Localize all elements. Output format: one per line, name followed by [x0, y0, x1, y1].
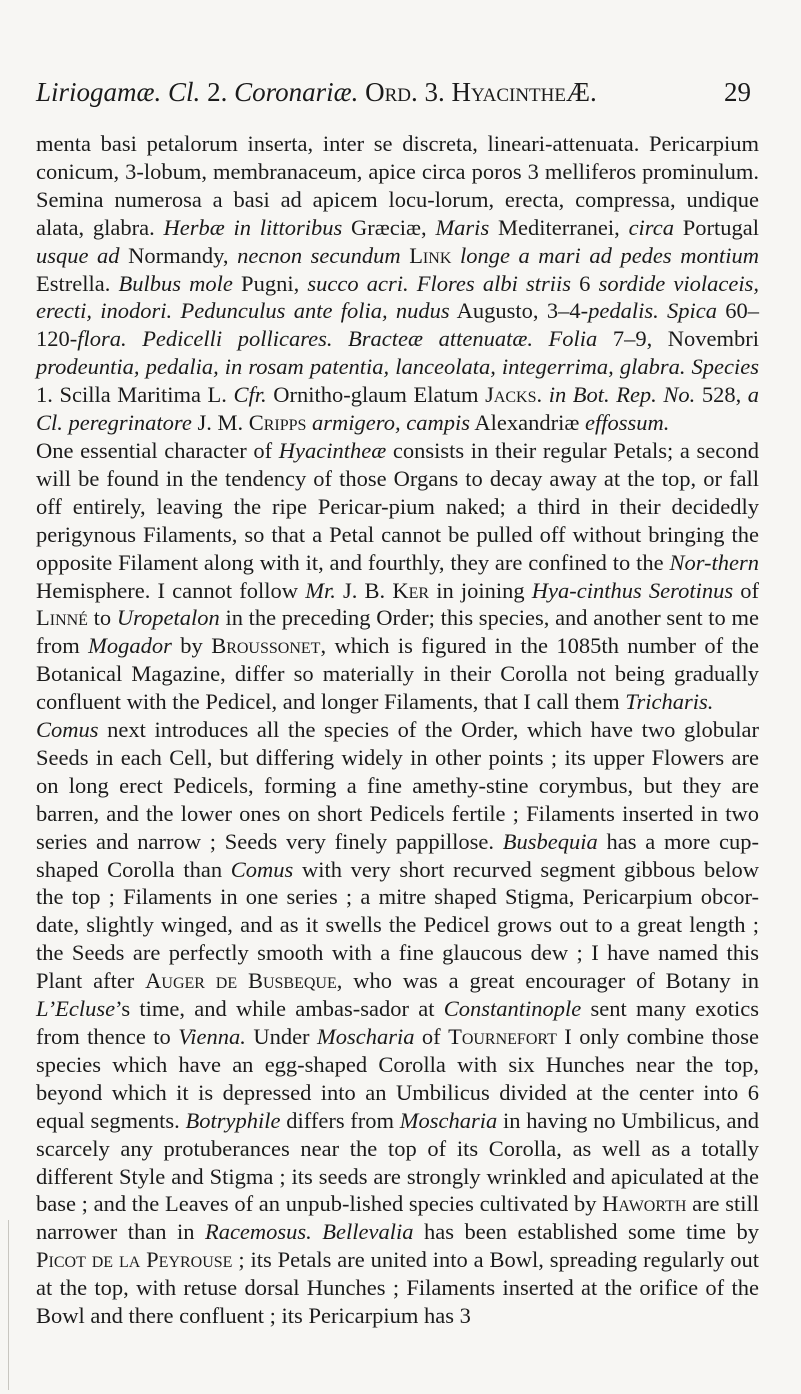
text-run: Augusto, 3–4- — [449, 298, 589, 324]
italic-run: Tricharis. — [625, 689, 714, 715]
text-run: Græciæ, — [342, 214, 436, 240]
italic-run: Hyacintheæ — [278, 437, 387, 463]
paragraph-english-discussion — [36, 437, 759, 716]
smallcaps-run: Link — [400, 242, 460, 268]
text-run: 7–9, Novembri — [597, 326, 759, 352]
italic-run: Busbequia — [502, 828, 598, 854]
header-class-title: Coronariæ. — [234, 77, 359, 107]
italic-run: Moscharia — [316, 1024, 415, 1049]
italic-run: succo acri. Flores albi striis — [307, 270, 572, 296]
text-run: to — [87, 605, 117, 631]
header-order-ligature: Æ — [566, 77, 591, 107]
smallcaps-run: Ker — [392, 577, 430, 603]
header-class-number: 2. — [207, 77, 228, 107]
running-header — [36, 72, 751, 112]
text-run: Mediterranei, — [489, 214, 629, 240]
italic-run: in Bot. Rep. No. — [548, 382, 696, 408]
smallcaps-run: Linné — [36, 605, 88, 631]
paragraph-genera — [36, 716, 759, 1330]
text-run: J. M. — [191, 410, 249, 436]
italic-run: Comus — [230, 856, 294, 882]
text-run: Pugni, — [232, 270, 308, 296]
text-run: Estrella. — [36, 270, 119, 296]
text-run: Under — [245, 1024, 317, 1049]
text-run: has been established some time by — [413, 1219, 759, 1245]
page-number: 29 — [724, 77, 751, 107]
text-run: One essential character of — [36, 437, 279, 463]
italic-run: Mogador — [88, 633, 172, 659]
italic-run: Bulbus mole — [118, 270, 233, 296]
italic-run: Vienna. — [178, 1024, 246, 1049]
text-run: ’s time, and while ambas-sador at — [115, 996, 444, 1022]
italic-run: Constantinople — [443, 996, 582, 1022]
text-run: , which is figured in the 1085th number of the Botanical Magazine, differ so materially in their Corolla not being gradually confluent with the Pedicel, and longer Filaments, that I call them — [36, 633, 760, 715]
header-order-end: . — [590, 77, 597, 107]
text-run: 60–120- — [36, 298, 760, 352]
italic-run: Moscharia — [399, 1107, 498, 1133]
header-class-name: Liriogamæ. — [36, 77, 162, 107]
page-body — [36, 130, 759, 1330]
text-run: Portugal — [673, 214, 759, 240]
text-run: are still narrower than in — [36, 1191, 759, 1245]
text-run: in the preceding Order; this species, and another sent to me from — [36, 605, 759, 659]
text-run: by — [171, 633, 212, 659]
text-run: of — [733, 577, 760, 603]
smallcaps-run: Broussonet — [211, 633, 321, 659]
smallcaps-run: Jacks. — [485, 382, 543, 408]
smallcaps-run: Haworth — [602, 1191, 687, 1217]
italic-run: Cfr. — [233, 382, 267, 408]
italic-run: usque ad — [36, 242, 120, 268]
italic-run: necnon secundum — [237, 242, 401, 268]
header-class-label: Cl. — [168, 77, 201, 107]
italic-run: Maris — [435, 214, 490, 240]
italic-run: Botryphile — [185, 1107, 281, 1133]
text-run: in having no Umbilicus, and scarcely any protuberances near the top of its Corolla, as well as a totally different Style and Stigma ; its seeds are strongly wrinkled and apiculated at the base ; and the Leaves of an unpub-lished species cultivated by — [36, 1107, 759, 1217]
smallcaps-run: Tournefort — [448, 1024, 557, 1049]
text-run: consists in their regular Petals; a second will be found in the tendency of those Organs to decay away at the top, or fall off entirely, leaving the ripe Pericar-pium naked; a third in their decidedly perigynous Filaments, so that a Petal cannot be pulled off without bringing the opposite Filament along with it, and fourthly, they are confined to the — [36, 437, 760, 575]
text-run — [542, 382, 549, 407]
text-run: 6 — [571, 270, 599, 296]
smallcaps-run: Auger de Busbeque — [145, 968, 337, 994]
header-order: Ord. 3. Hyacinthe — [365, 77, 566, 107]
text-run: J. B. — [335, 577, 393, 603]
text-run: Hemisphere. I cannot follow — [36, 577, 306, 603]
text-run: , who was a great encourager of Botany in — [336, 968, 759, 994]
text-run: Ornitho-glaum Elatum — [266, 382, 486, 408]
text-run: with very short recurved segment gibbous below the top ; Filaments in one series ; a mitre shaped Stigma, Pericarpium obcor-date, slightly winged, and as it swells the Pedicel grows out to a great length ; the Seeds are perfectly smooth with a fine glaucous dew ; I have named this Plant after — [36, 856, 759, 994]
text-run: Alexandriæ — [469, 410, 585, 436]
text-run: of — [414, 1024, 449, 1049]
italic-run: Comus — [36, 717, 99, 743]
text-run: ; its Petals are united into a Bowl, spreading regularly out at the top, with retuse dorsal Hunches ; Filaments inserted at the orifice of the Bowl and there confluent ; its Pericarpium has 3 — [36, 1247, 759, 1329]
text-run: 528, — [695, 382, 748, 408]
text-run: in joining — [429, 577, 532, 603]
italic-run: circa — [628, 214, 674, 240]
italic-run: Nor-thern — [669, 549, 759, 575]
smallcaps-run: Cripps — [248, 410, 307, 436]
text-run: menta basi petalorum inserta, inter se discreta, lineari-attenuata. Pericarpium conicum, 3-lobum, membranaceum, apice circa poros 3 melliferos prominulum. Semina numerosa a basi ad apicem locu-lorum, erecta, compressa, undique alata, glabra. — [36, 131, 759, 240]
italic-run: Uropetalon — [116, 605, 220, 631]
paragraph-latin-description — [36, 130, 759, 437]
italic-run: Mr. — [305, 577, 336, 603]
italic-run: flora. Pedicelli pollicares. Bracteæ attenuatæ. Folia — [77, 326, 598, 352]
text-run: has a more cup-shaped Corolla than — [36, 828, 759, 882]
italic-run: sordide violaceis, erecti, inodori. Pedunculus ante folia, nudus — [36, 270, 759, 324]
page-edge-mark — [8, 1220, 9, 1390]
text-run: Normandy, — [119, 242, 238, 268]
text-run: next introduces all the species of the Order, which have two globular Seeds in each Cell, but differing widely in other points ; its upper Flowers are on long erect Pedicels, forming a fine amethy-stine corymbus, but they are barren, and the lower ones on short Pedicels fertile ; Filaments inserted in two series and narrow ; Seeds very finely pappillose. — [36, 717, 759, 854]
italic-run: Hya-cinthus Serotinus — [531, 577, 734, 603]
italic-run: Herbæ in littoribus — [163, 214, 343, 240]
italic-run: armigero, campis — [312, 410, 470, 436]
text-run: I only combine those species which have an egg-shaped Corolla with six Hunches near the top, beyond which it is depressed into an Umbilicus divided at the center into 6 equal segments. — [36, 1024, 760, 1133]
italic-run: Racemosus. Bellevalia — [204, 1219, 414, 1245]
text-run: sent many exotics from thence to — [36, 996, 759, 1049]
italic-run: prodeuntia, pedalia, in rosam patentia, lanceolata, integerrima, glabra. Species — [36, 354, 759, 380]
smallcaps-run: Picot de la Peyrouse — [36, 1247, 233, 1273]
italic-run: pedalis. Spica — [588, 298, 717, 324]
italic-run: longe a mari ad pedes montium — [459, 242, 759, 268]
italic-run: L’Ecluse — [36, 996, 116, 1022]
italic-run: a Cl. peregrinatore — [36, 382, 760, 436]
running-title — [36, 72, 597, 112]
italic-run: effossum. — [584, 410, 670, 436]
text-run: differs from — [280, 1107, 400, 1133]
text-run: 1. Scilla Maritima L. — [36, 382, 234, 408]
